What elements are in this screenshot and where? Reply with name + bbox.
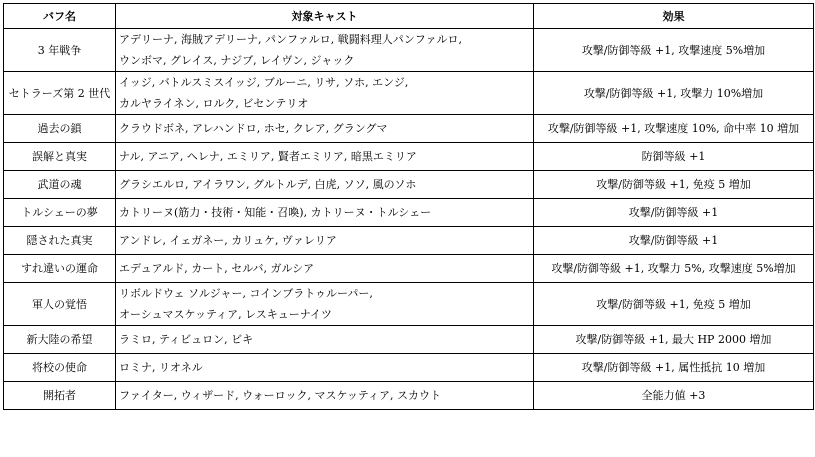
table-row — [4, 143, 814, 171]
casts-line: アデリーナ, 海賊アデリーナ, パンファルロ, 戦闘料理人パンファルロ, — [119, 33, 463, 46]
header-buff-name: バフ名 — [4, 4, 116, 29]
table-row — [4, 171, 814, 199]
effect-cell: 攻撃/防御等級 +1, 攻撃速度 10%, 命中率 10 増加 — [534, 115, 814, 143]
effect-cell: 攻撃/防御等級 +1, 属性抵抗 10 増加 — [534, 354, 814, 382]
buff-name-cell: セトラーズ第 2 世代 — [4, 72, 116, 115]
buff-name-cell: 開拓者 — [4, 382, 116, 410]
table-row — [4, 326, 814, 354]
buff-name-cell: 隠された真実 — [4, 227, 116, 255]
effect-cell: 全能力値 +3 — [534, 382, 814, 410]
casts-cell: アンドレ, イェガネー, カリュケ, ヴァレリア — [116, 227, 534, 255]
buff-name-cell: トルシェーの夢 — [4, 199, 116, 227]
header-row — [4, 4, 814, 29]
buff-table-container — [3, 3, 814, 410]
casts-cell: ロミナ, リオネル — [116, 354, 534, 382]
effect-cell: 攻撃/防御等級 +1, 攻撃力 10%増加 — [534, 72, 814, 115]
casts-cell: エデュアルド, カート, セルバ, ガルシア — [116, 255, 534, 283]
casts-cell: ナル, アニア, ヘレナ, エミリア, 賢者エミリア, 暗黒エミリア — [116, 143, 534, 171]
effect-cell: 攻撃/防御等級 +1, 攻撃速度 5%増加 — [534, 29, 814, 72]
effect-cell: 攻撃/防御等級 +1 — [534, 227, 814, 255]
table-row — [4, 255, 814, 283]
casts-line: カルヤライネン, ロルク, ビセンテリオ — [119, 97, 309, 110]
casts-cell — [116, 72, 534, 115]
table-row — [4, 283, 814, 326]
header-target-casts: 対象キャスト — [116, 4, 534, 29]
casts-cell: ラミロ, ティビュロン, ビキ — [116, 326, 534, 354]
effect-cell: 防御等級 +1 — [534, 143, 814, 171]
buff-name-cell: 誤解と真実 — [4, 143, 116, 171]
table-row — [4, 382, 814, 410]
effect-cell: 攻撃/防御等級 +1, 免疫 5 増加 — [534, 283, 814, 326]
buff-name-cell: 3 年戦争 — [4, 29, 116, 72]
table-row — [4, 199, 814, 227]
buff-name-cell: 武道の魂 — [4, 171, 116, 199]
buff-name-cell: すれ違いの運命 — [4, 255, 116, 283]
buff-table — [3, 3, 814, 410]
casts-line: ウンボマ, グレイス, ナジブ, レイヴン, ジャック — [119, 54, 355, 67]
effect-cell: 攻撃/防御等級 +1, 最大 HP 2000 増加 — [534, 326, 814, 354]
table-row — [4, 227, 814, 255]
casts-line: リボルドウェ ソルジャー, コインブラトゥルーパー, — [119, 287, 373, 300]
table-row — [4, 29, 814, 72]
buff-name-cell: 軍人の覚悟 — [4, 283, 116, 326]
casts-cell — [116, 29, 534, 72]
buff-name-cell: 過去の鎖 — [4, 115, 116, 143]
effect-cell: 攻撃/防御等級 +1, 攻撃力 5%, 攻撃速度 5%増加 — [534, 255, 814, 283]
buff-name-cell: 新大陸の希望 — [4, 326, 116, 354]
effect-cell: 攻撃/防御等級 +1, 免疫 5 増加 — [534, 171, 814, 199]
table-row — [4, 115, 814, 143]
effect-cell: 攻撃/防御等級 +1 — [534, 199, 814, 227]
casts-cell: カトリーヌ(筋力・技術・知能・召喚), カトリーヌ・トルシェー — [116, 199, 534, 227]
casts-cell: クラウドボネ, アレハンドロ, ホセ, クレア, グラングマ — [116, 115, 534, 143]
header-effect: 効果 — [534, 4, 814, 29]
table-row — [4, 354, 814, 382]
casts-cell: ファイター, ウィザード, ウォーロック, マスケッティア, スカウト — [116, 382, 534, 410]
buff-name-cell: 将校の使命 — [4, 354, 116, 382]
casts-cell: グラシエルロ, アイラワン, グルトルデ, 白虎, ソソ, 風のソホ — [116, 171, 534, 199]
casts-line: オーシュマスケッティア, レスキューナイツ — [119, 308, 333, 321]
table-row — [4, 72, 814, 115]
casts-line: イッジ, バトルスミスイッジ, ブルーニ, リサ, ソホ, エンジ, — [119, 76, 409, 89]
casts-cell — [116, 283, 534, 326]
